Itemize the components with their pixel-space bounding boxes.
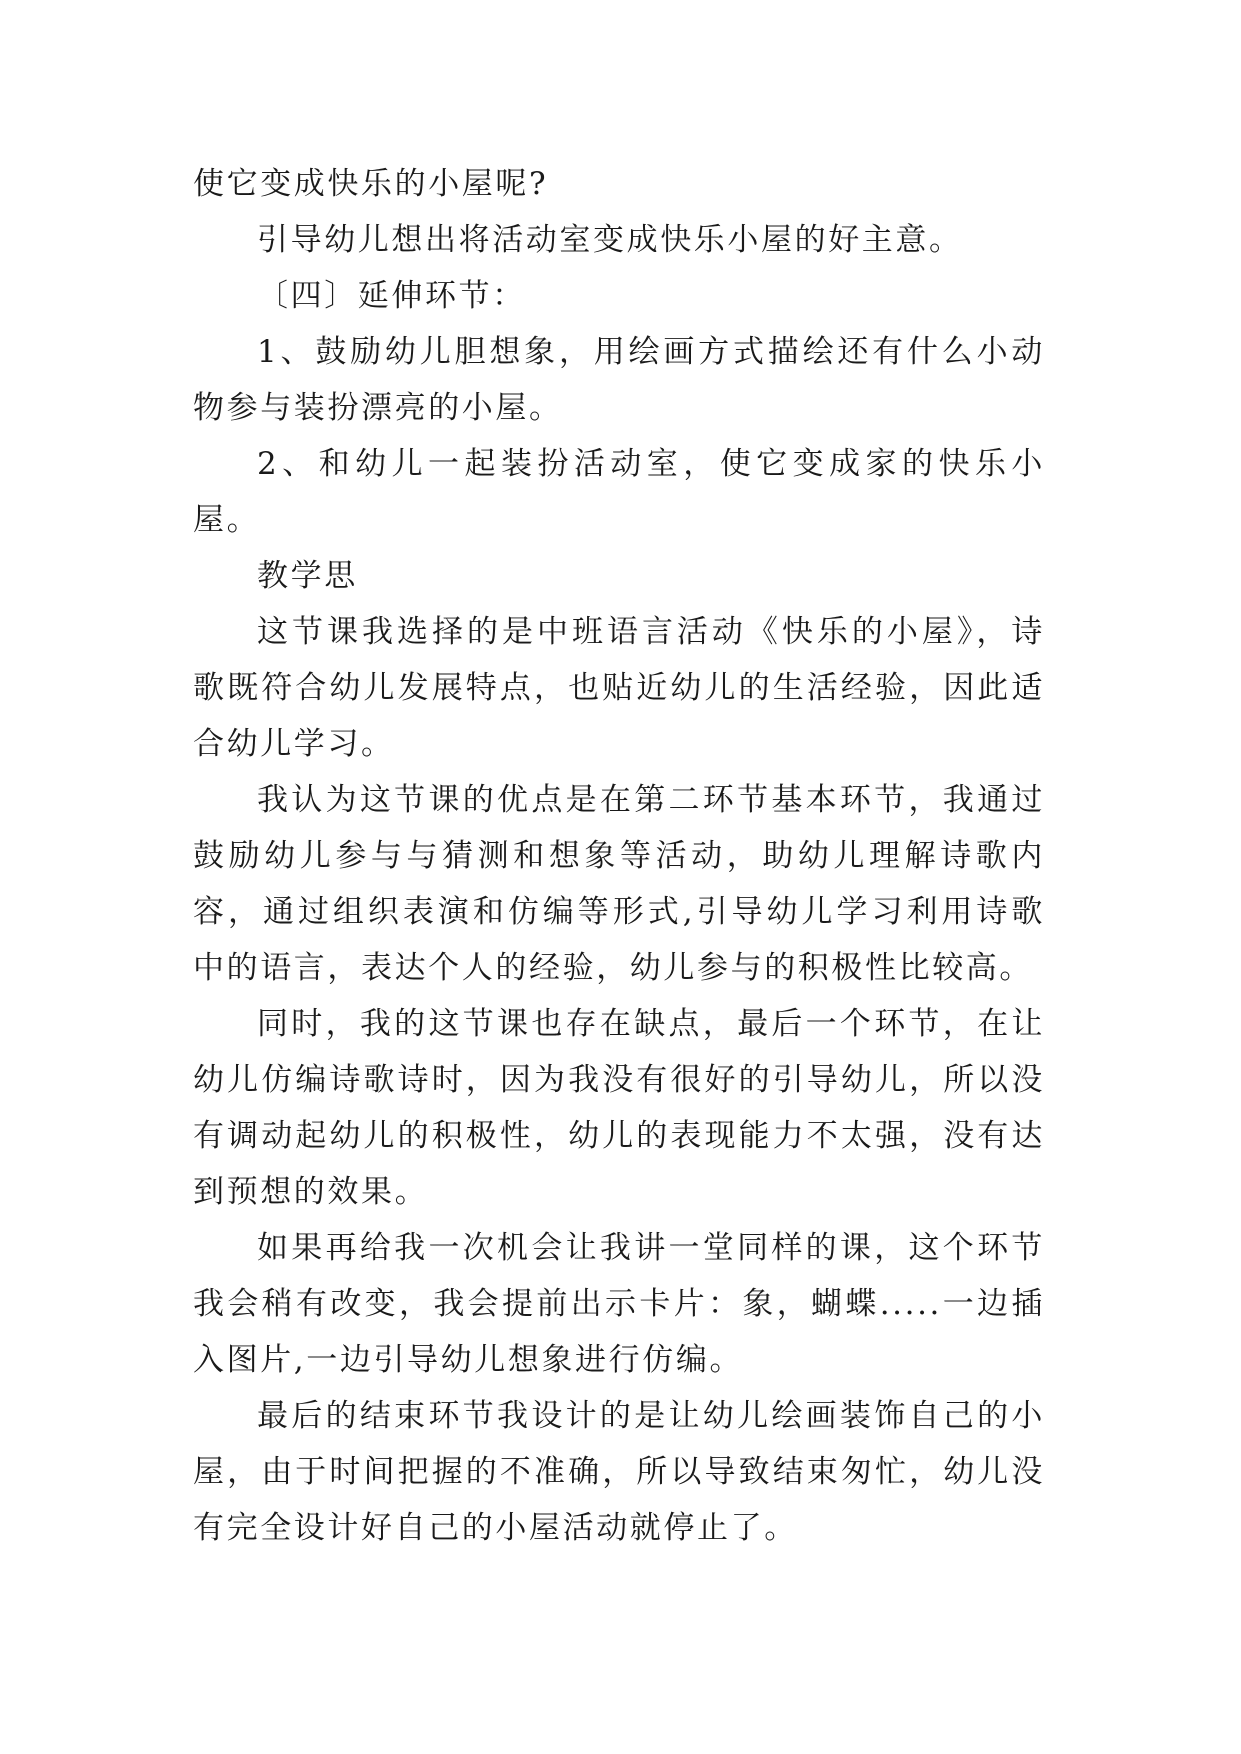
paragraph-improvement: 如果再给我一次机会让我讲一堂同样的课，这个环节我会稍有改变，我会提前出示卡片：象，蝴蝶.....一边插入图片,一边引导幼儿想象进行仿编。	[193, 1230, 1045, 1378]
paragraph-item-1: 1、鼓励幼儿胆想象，用绘画方式描绘还有什么小动物参与装扮漂亮的小屋。	[193, 334, 1045, 426]
document-body	[193, 156, 1045, 1556]
paragraph-guide-idea: 引导幼儿想出将活动室变成快乐小屋的好主意。	[257, 222, 963, 258]
paragraph-lesson-choice: 这节课我选择的是中班语言活动《快乐的小屋》，诗歌既符合幼儿发展特点，也贴近幼儿的生活经验，因此适合幼儿学习。	[193, 614, 1045, 762]
section-heading-extension: 〔四〕延伸环节：	[257, 278, 526, 314]
paragraph-ending: 最后的结束环节我设计的是让幼儿绘画装饰自己的小屋，由于时间把握的不准确，所以导致结束匆忙，幼儿没有完全设计好自己的小屋活动就停止了。	[193, 1398, 1045, 1546]
paragraph-strengths: 我认为这节课的优点是在第二环节基本环节，我通过鼓励幼儿参与与猜测和想象等活动，助幼儿理解诗歌内容，通过组织表演和仿编等形式,引导幼儿学习利用诗歌中的语言，表达个人的经验，幼儿参与的积极性比较高。	[193, 782, 1045, 986]
section-heading-reflection: 教学思	[257, 558, 358, 594]
paragraph-continuation: 使它变成快乐的小屋呢?	[193, 166, 549, 202]
paragraph-weaknesses: 同时，我的这节课也存在缺点，最后一个环节，在让幼儿仿编诗歌诗时，因为我没有很好的引导幼儿，所以没有调动起幼儿的积极性，幼儿的表现能力不太强，没有达到预想的效果。	[193, 1006, 1045, 1210]
paragraph-item-2: 2、和幼儿一起装扮活动室，使它变成家的快乐小屋。	[193, 446, 1045, 538]
